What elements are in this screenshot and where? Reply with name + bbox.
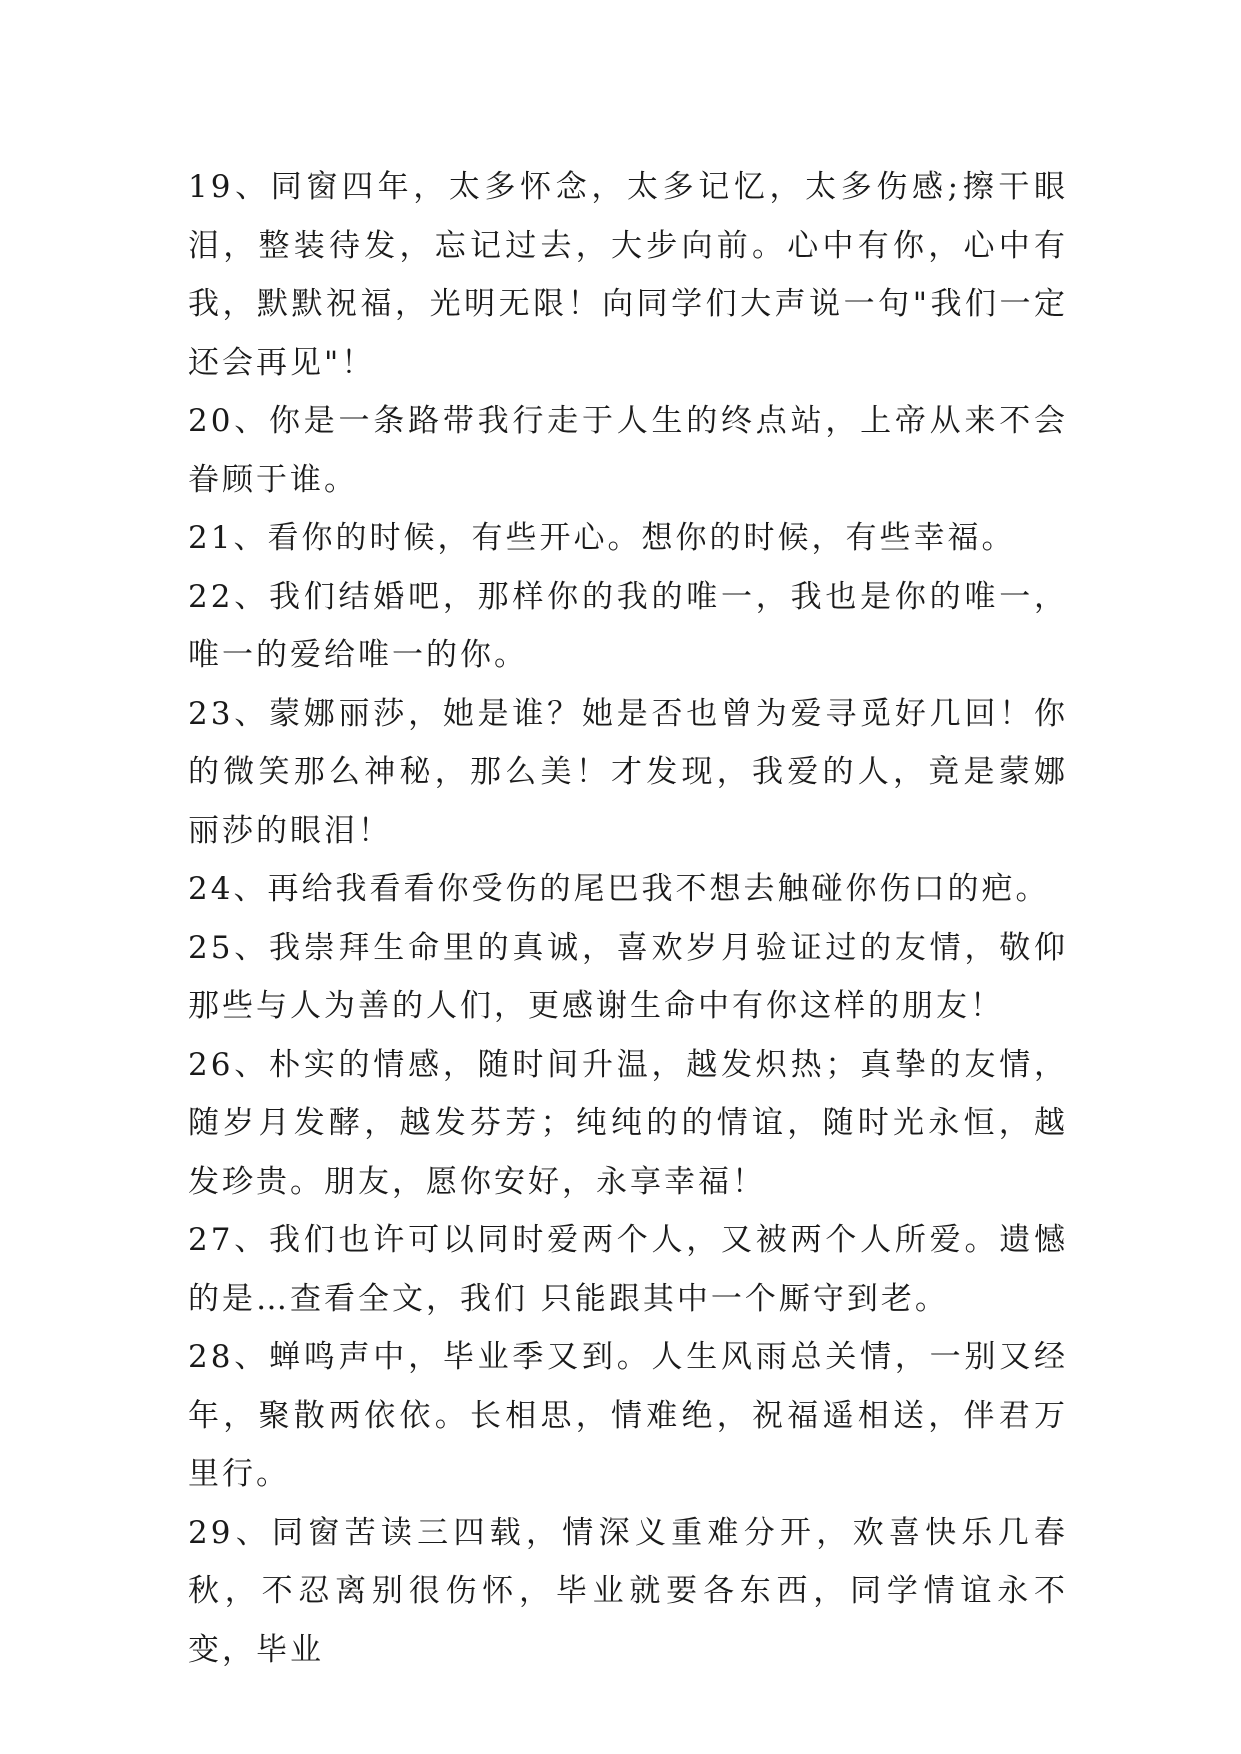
list-item: 21、看你的时候，有些开心。想你的时候，有些幸福。 — [188, 520, 1016, 556]
list-item: 23、蒙娜丽莎，她是谁？她是否也曾为爱寻觅好几回！你的微笑那么神秘，那么美！才发现，我爱的人，竟是蒙娜丽莎的眼泪！ — [188, 695, 1068, 849]
list-item: 20、你是一条路带我行走于人生的终点站，上帝从来不会眷顾于谁。 — [188, 403, 1068, 498]
document-body — [188, 158, 1068, 1679]
list-item: 19、同窗四年，太多怀念，太多记忆，太多伤感;擦干眼泪，整装待发，忘记过去，大步向前。心中有你，心中有我，默默祝福，光明无限！向同学们大声说一句"我们一定还会再见"！ — [188, 169, 1068, 381]
list-item: 24、再给我看看你受伤的尾巴我不想去触碰你伤口的疤。 — [188, 871, 1050, 907]
list-item: 29、同窗苦读三四载，情深义重难分开，欢喜快乐几春秋，不忍离别很伤怀，毕业就要各东西，同学情谊永不变，毕业 — [188, 1514, 1068, 1668]
list-item: 28、蝉鸣声中，毕业季又到。人生风雨总关情，一别又经年，聚散两依依。长相思，情难绝，祝福遥相送，伴君万里行。 — [188, 1339, 1068, 1492]
list-item: 22、我们结婚吧，那样你的我的唯一，我也是你的唯一，唯一的爱给唯一的你。 — [188, 578, 1068, 673]
list-item: 25、我崇拜生命里的真诚，喜欢岁月验证过的友情，敬仰那些与人为善的人们，更感谢生命中有你这样的朋友！ — [188, 929, 1068, 1024]
list-item: 26、朴实的情感，随时间升温，越发炽热；真挚的友情，随岁月发酵，越发芬芳；纯纯的的情谊，随时光永恒，越发珍贵。朋友，愿你安好，永享幸福！ — [188, 1046, 1068, 1200]
list-item: 27、我们也许可以同时爱两个人，又被两个人所爱。遗憾的是…查看全文，我们 只能跟其中一个厮守到老。 — [188, 1222, 1068, 1317]
